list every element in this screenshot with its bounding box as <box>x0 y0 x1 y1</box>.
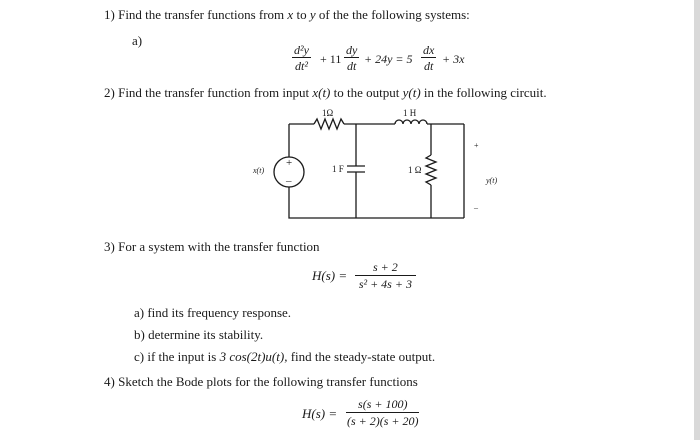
label-out: y(t) <box>486 176 498 185</box>
q1-frac-d2y-num: d²y <box>294 43 309 57</box>
q3-a: a) find its frequency response. <box>134 305 292 320</box>
label-r1: 1Ω <box>322 108 334 118</box>
q1-to: to <box>296 7 307 22</box>
q3-c-pre: c) if the input is <box>134 349 217 364</box>
q1-eq-plus11: + 11 <box>320 52 342 66</box>
q1-rest: of the the following systems: <box>318 7 470 22</box>
q4-num: s(s + 100) <box>346 398 419 413</box>
q3-c <box>134 350 435 363</box>
resistor-2 <box>426 155 436 185</box>
q1-eq-mid: + 24y = 5 <box>364 52 413 66</box>
wire-left <box>289 124 464 218</box>
q3-den: s² + 4s + 3 <box>358 277 412 291</box>
q2-text-c: in the following circuit. <box>423 85 547 100</box>
q1-frac-dx-den: dt <box>423 59 434 73</box>
q1-var-y: y <box>309 7 316 22</box>
q1-part-a: a) <box>132 33 143 48</box>
q3-c-post: find the steady-state output. <box>290 349 436 364</box>
q4-lhs: H(s) = <box>302 406 338 421</box>
q1-var-x: x <box>287 7 294 22</box>
q4-line <box>104 375 418 388</box>
q3-fraction <box>355 261 416 290</box>
q3-number: 3) <box>104 239 115 254</box>
q1-frac-dx-num: dx <box>423 43 435 57</box>
source-minus: – <box>286 175 292 187</box>
source-plus: + <box>286 157 293 169</box>
q4-text: Sketch the Bode plots for the following transfer functions <box>118 374 418 389</box>
q3-b: b) determine its stability. <box>134 327 264 342</box>
label-l1: 1 H <box>403 108 417 118</box>
label-out-minus: – <box>474 203 478 212</box>
q2-text-b: to the output <box>333 85 400 100</box>
q1-frac-dy-num: dy <box>346 43 358 57</box>
label-r2: 1 Ω <box>408 165 422 175</box>
q4-den: (s + 2)(s + 20) <box>347 414 419 428</box>
q3-lhs: H(s) = <box>312 268 348 283</box>
q3-line <box>104 240 320 253</box>
q2-output: y(t) <box>402 85 421 100</box>
label-source: x(t) <box>253 166 265 175</box>
q1-frac-d2y-den: dt² <box>295 59 308 73</box>
q2-input: x(t) <box>312 85 331 100</box>
q4-fraction <box>345 398 421 427</box>
label-out-plus: + <box>474 141 479 150</box>
resistor-1 <box>314 119 344 129</box>
q1-text: Find the transfer functions from <box>118 7 285 22</box>
q3-text: For a system with the transfer function <box>118 239 320 254</box>
q2-text-a: Find the transfer function from input <box>118 85 310 100</box>
q1-frac-dy-den: dt <box>346 59 357 73</box>
inductor-1 <box>395 120 427 124</box>
q1-eq-end: + 3x <box>442 52 465 66</box>
q4-number: 4) <box>104 374 115 389</box>
q1-number: 1) <box>104 7 115 22</box>
q2-number: 2) <box>104 85 115 100</box>
q3-c-input: 3 cos(2t)u(t), <box>219 349 288 364</box>
circuit-wires <box>289 119 464 218</box>
q3-num: s + 2 <box>355 261 416 276</box>
label-c1: 1 F <box>332 164 344 174</box>
